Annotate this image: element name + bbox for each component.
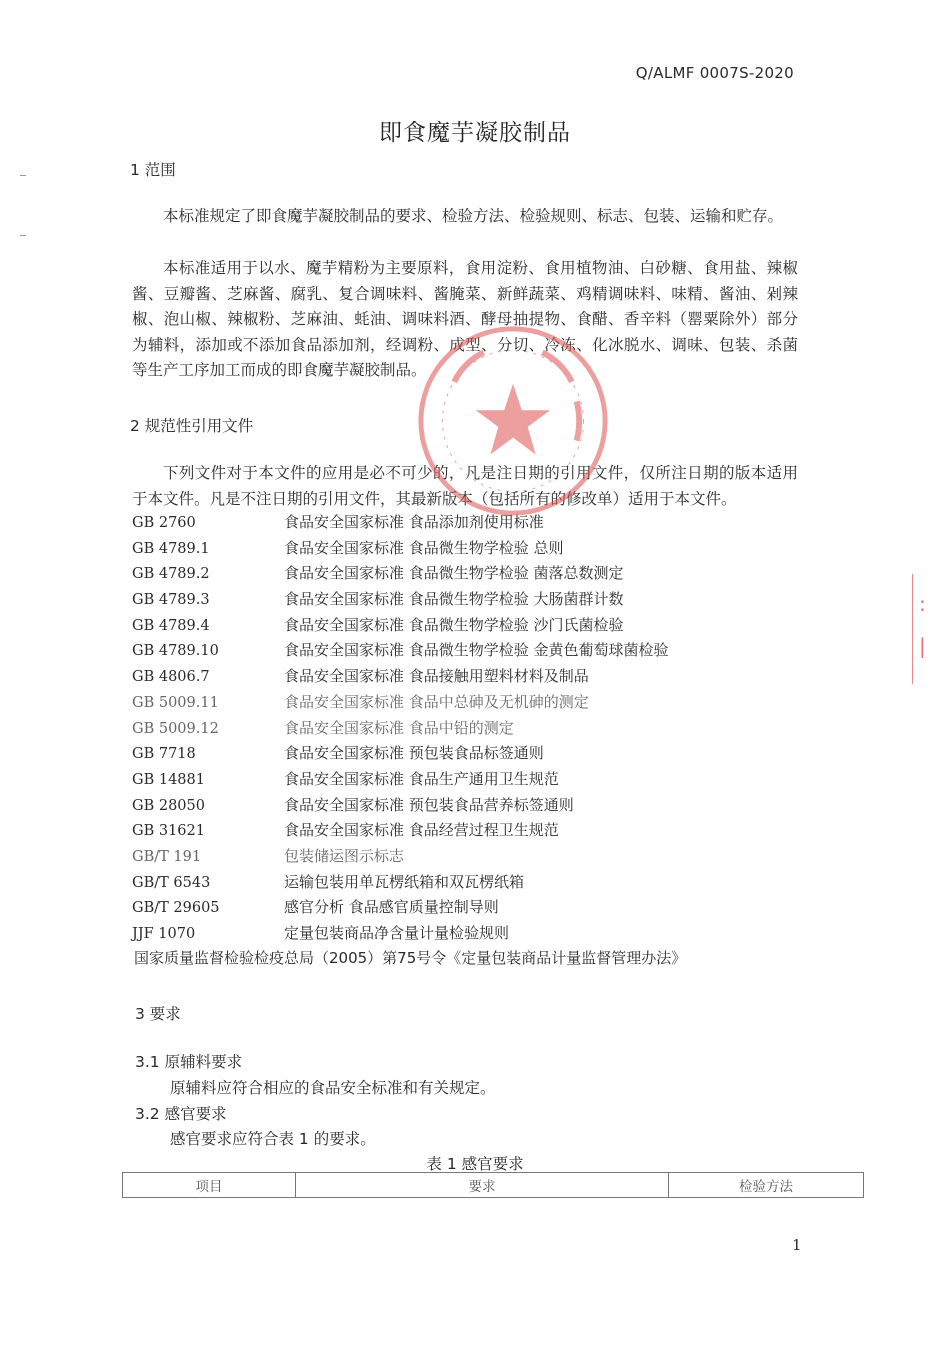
reference-code: GB 4789.1 [132,540,210,557]
reference-title: 食品安全国家标准 食品添加剂使用标准 [284,513,544,531]
reference-title: 食品安全国家标准 食品微生物学检验 金黄色葡萄球菌检验 [284,641,669,660]
reference-title: 食品安全国家标准 食品经营过程卫生规范 [284,821,559,840]
reference-title: 食品安全国家标准 食品接触用塑料材料及制品 [284,667,589,686]
reference-item [132,561,669,587]
subsection-heading-raw-materials: 3.1 原辅料要求 [135,1053,243,1071]
reference-title: 运输包装用单瓦楞纸箱和双瓦楞纸箱 [284,872,525,891]
reference-item [132,844,669,870]
table-header-requirement: 要求 [296,1173,669,1198]
reference-code: GB/T 29605 [132,900,220,917]
reference-title: 食品安全国家标准 预包装食品标签通则 [284,744,544,763]
raw-materials-text: 原辅料应符合相应的食品安全标准和有关规定。 [170,1079,496,1097]
reference-code: GB 4789.3 [132,592,210,609]
reference-code: GB 4789.10 [132,643,219,660]
reference-code: GB 4789.2 [132,566,210,583]
page-title: 即食魔芋凝胶制品 [379,120,571,146]
reference-title: 食品安全国家标准 食品生产通用卫生规范 [284,769,559,788]
reference-code: GB 4806.7 [132,669,210,686]
table-header-item: 项目 [123,1173,296,1198]
normative-intro: 下列文件对于本文件的应用是必不可少的，凡是注日期的引用文件，仅所注日期的版本适用于本文件。凡是不注日期的引用文件，其最新版本（包括所有的修改单）适用于本文件。 [132,464,798,508]
company-seal-icon [415,323,611,519]
table-header-row [123,1173,864,1198]
subsection-heading-sensory: 3.2 感官要求 [135,1105,227,1123]
reference-code: GB 31621 [132,823,205,840]
reference-code: GB 14881 [132,771,205,788]
reference-code: GB/T 191 [132,848,202,865]
reference-title: 食品安全国家标准 食品微生物学检验 沙门氏菌检验 [284,615,624,634]
reference-code: GB 5009.11 [132,694,219,711]
reference-code: JJF 1070 [132,926,196,942]
reference-code: GB 4789.4 [132,617,210,634]
reference-code: GB 5009.12 [132,720,219,737]
section-heading-scope: 1 范围 [130,161,176,179]
reference-item [132,741,669,767]
section-heading-requirements: 3 要求 [135,1005,181,1023]
reference-title: 定量包装商品净含量计量检验规则 [284,924,510,942]
sensory-table [122,1172,864,1198]
reference-title: 食品安全国家标准 食品微生物学检验 菌落总数测定 [284,564,624,583]
document-number: Q/ALMF 0007S-2020 [635,64,794,82]
reference-title: 食品安全国家标准 食品微生物学检验 大肠菌群计数 [284,590,624,609]
reference-item [132,638,669,664]
reference-item [132,613,669,639]
reference-title: 食品安全国家标准 预包装食品营养标签通则 [284,795,574,814]
reference-code: GB/T 6543 [132,874,211,891]
scope-paragraph-1: 本标准规定了即食魔芋凝胶制品的要求、检验方法、检验规则、标志、包装、运输和贮存。 [163,207,784,225]
reference-item [132,818,669,844]
table-header-method: 检验方法 [669,1173,864,1198]
reference-title: 包装储运图示标志 [284,846,405,865]
reference-item [132,716,669,742]
section-heading-normative: 2 规范性引用文件 [130,417,254,435]
scope-paragraph-2: 本标准适用于以水、魔芋精粉为主要原料，食用淀粉、食用植物油、白砂糖、食用盐、辣椒酱、豆瓣酱、芝麻酱、腐乳、复合调味料、酱腌菜、新鲜蔬菜、鸡精调味料、味精、酱油、剁辣椒、泡山椒、辣椒粉、芝麻油、蚝油、调味料酒、酵母抽提物、食醋、香辛料（罂粟除外）部分为辅料，添加或不添加食品添加剂，经调粉、成型、分切、冷冻、化冰脱水、调味、包装、杀菌等生产工序加工而成的即食魔芋凝胶制品。 [132,259,798,379]
reference-item [132,793,669,819]
margin-mark [20,235,26,236]
reference-code: GB 2760 [132,515,196,531]
reference-item [132,664,669,690]
reference-title: 食品安全国家标准 食品中总砷及无机砷的测定 [284,692,589,711]
reference-item [132,690,669,716]
reference-list [132,510,669,947]
reference-title: 感官分析 食品感官质量控制导则 [284,898,499,917]
reference-title: 食品安全国家标准 食品中铅的测定 [284,718,514,737]
margin-mark [20,175,26,176]
regulation-reference: 国家质量监督检验检疫总局（2005）第75号令《定量包装商品计量监督管理办法》 [134,949,687,967]
seam-seal-icon: : | [912,574,943,684]
reference-item [132,767,669,793]
table-caption: 表 1 感官要求 [426,1155,524,1173]
reference-item [132,921,669,947]
reference-title: 食品安全国家标准 食品微生物学检验 总则 [284,538,564,557]
reference-code: GB 28050 [132,797,205,814]
reference-code: GB 7718 [132,746,196,763]
sensory-text: 感官要求应符合表 1 的要求。 [170,1130,376,1148]
page-number: 1 [792,1236,802,1254]
reference-item [132,587,669,613]
reference-item [132,870,669,896]
reference-item [132,536,669,562]
reference-item [132,895,669,921]
